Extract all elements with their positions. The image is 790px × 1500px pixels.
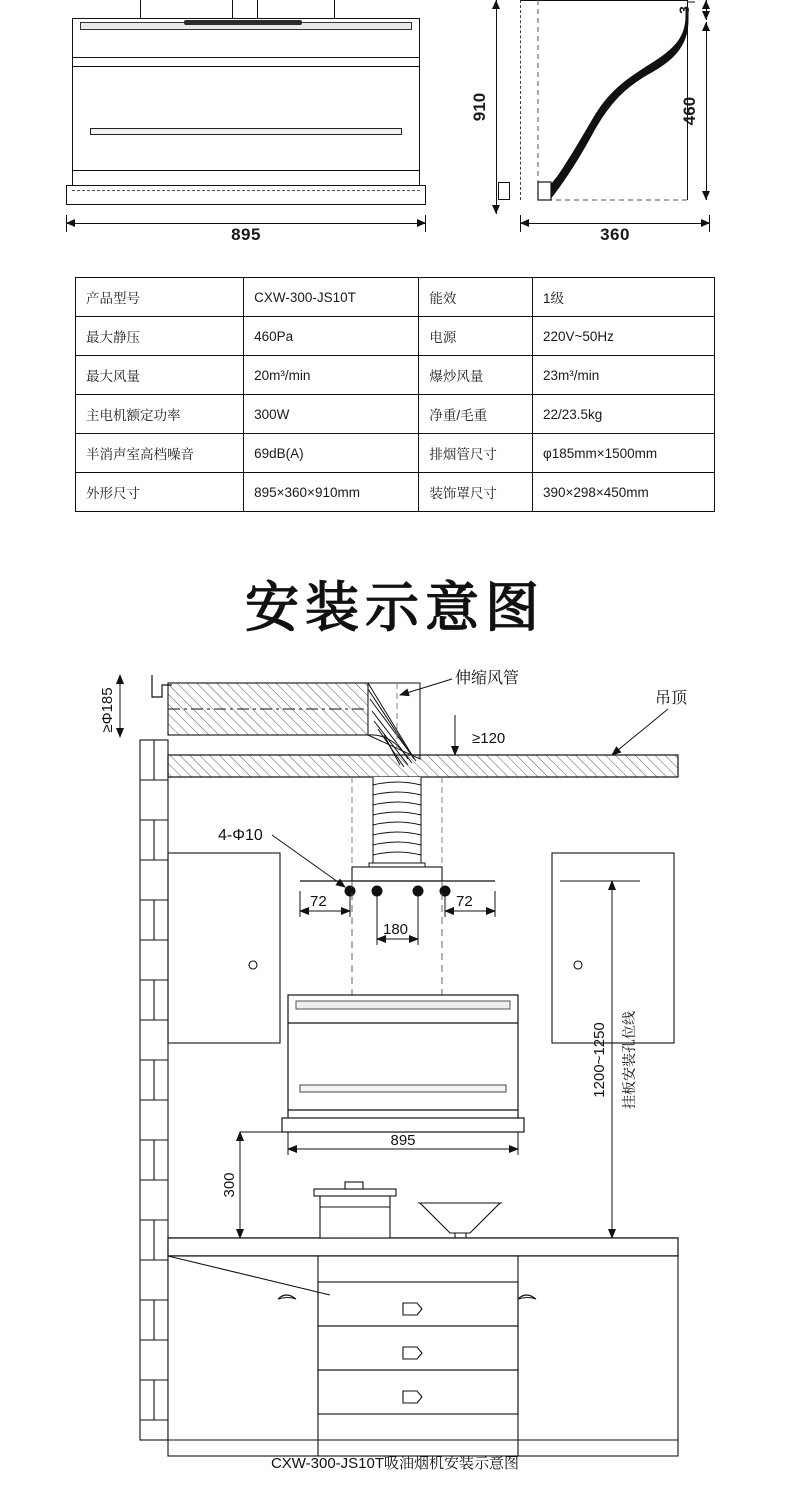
- diagram-caption: CXW-300-JS10T吸油烟机安装示意图: [270, 1455, 520, 1472]
- label-holes: 4-Φ10: [218, 827, 263, 844]
- dimension-label-910: 910: [470, 92, 490, 122]
- dimension-arrow-top: [492, 0, 500, 9]
- table-row: [76, 434, 715, 473]
- dimension-arrow-bottom: [492, 205, 500, 214]
- dimension-line: [66, 223, 426, 224]
- spec-value: 300W: [244, 395, 419, 434]
- spec-key: 主电机额定功率: [76, 395, 244, 434]
- dimension-line: [706, 22, 707, 200]
- spec-value: 1级: [532, 278, 714, 317]
- spec-key: 净重/毛重: [419, 395, 533, 434]
- dimension-arrow-bottom: [702, 191, 710, 200]
- dimension-label-895: 895: [231, 225, 261, 244]
- label-flex-duct: 伸缩风管: [455, 670, 520, 687]
- table-row: [76, 473, 715, 512]
- dimension-label-3: 3: [675, 6, 692, 14]
- spec-key: 爆炒风量: [419, 356, 533, 395]
- spec-value: 390×298×450mm: [532, 473, 714, 512]
- spec-value: 23m³/min: [532, 356, 714, 395]
- duct-outline: [232, 0, 258, 20]
- spec-value: 20m³/min: [244, 356, 419, 395]
- spec-key: 半消声室高档噪音: [76, 434, 244, 473]
- dimension-height-910: [470, 0, 506, 214]
- dimension-arrow-top: [702, 0, 710, 9]
- section-title: 安装示意图: [245, 576, 545, 639]
- specification-table: [75, 277, 715, 512]
- label-hood-to-stove: 300: [221, 1172, 238, 1198]
- spec-key: 最大风量: [76, 356, 244, 395]
- spec-value: φ185mm×1500mm: [532, 434, 714, 473]
- specification-table-wrapper: [75, 277, 715, 512]
- label-min-gap: ≥120: [472, 730, 506, 747]
- label-mount-range: 1200~1250: [591, 1022, 608, 1098]
- spec-key: 外形尺寸: [76, 473, 244, 512]
- spec-value: 460Pa: [244, 317, 419, 356]
- spec-key: 产品型号: [76, 278, 244, 317]
- dimension-line: [520, 223, 710, 224]
- chimney-left-line: [140, 0, 141, 18]
- label-hood-width: 895: [390, 1132, 416, 1149]
- spec-key: 排烟管尺寸: [419, 434, 533, 473]
- technical-drawings: [0, 0, 790, 260]
- hood-lower-line: [72, 170, 420, 171]
- dimension-line: [496, 0, 497, 214]
- installation-diagram: [0, 655, 790, 1485]
- table-row: [76, 356, 715, 395]
- side-profile-svg: [520, 0, 700, 215]
- spec-value: 220V~50Hz: [532, 317, 714, 356]
- label-ceiling: 吊顶: [655, 690, 688, 707]
- dimension-height-3: [675, 0, 716, 20]
- dimension-width-895: [66, 215, 426, 244]
- dimension-label-460: 460: [680, 96, 700, 126]
- label-hole-right: 72: [456, 893, 473, 910]
- spec-value: CXW-300-JS10T: [244, 278, 419, 317]
- spec-value: 895×360×910mm: [244, 473, 419, 512]
- label-hole-left: 72: [310, 893, 327, 910]
- label-hole-span: 180: [383, 921, 409, 938]
- spec-key: 最大静压: [76, 317, 244, 356]
- label-mount-line: 挂板安装孔位线: [621, 1011, 637, 1109]
- spec-value: 22/23.5kg: [532, 395, 714, 434]
- spec-key: 电源: [419, 317, 533, 356]
- chimney-right-line: [334, 0, 335, 18]
- control-panel-strip: [184, 20, 302, 25]
- installation-diagram-svg: [0, 655, 790, 1485]
- table-row: [76, 317, 715, 356]
- hood-base-dashed-line: [72, 190, 420, 191]
- spec-value: 69dB(A): [244, 434, 419, 473]
- table-row: [76, 278, 715, 317]
- label-duct-diameter: ≥Φ185: [99, 687, 116, 733]
- dimension-height-460: [680, 22, 716, 200]
- dimension-arrow-bottom: [702, 11, 710, 20]
- hood-grease-bar: [90, 128, 402, 135]
- hood-base-outline: [66, 185, 426, 205]
- hood-mid-line: [72, 66, 420, 67]
- spec-key: 装饰罩尺寸: [419, 473, 533, 512]
- dimension-arrow-top: [702, 22, 710, 31]
- spec-key: 能效: [419, 278, 533, 317]
- dimension-depth-360: [520, 215, 710, 244]
- table-row: [76, 395, 715, 434]
- front-elevation-drawing: [72, 0, 422, 244]
- dimension-label-360: 360: [600, 225, 630, 244]
